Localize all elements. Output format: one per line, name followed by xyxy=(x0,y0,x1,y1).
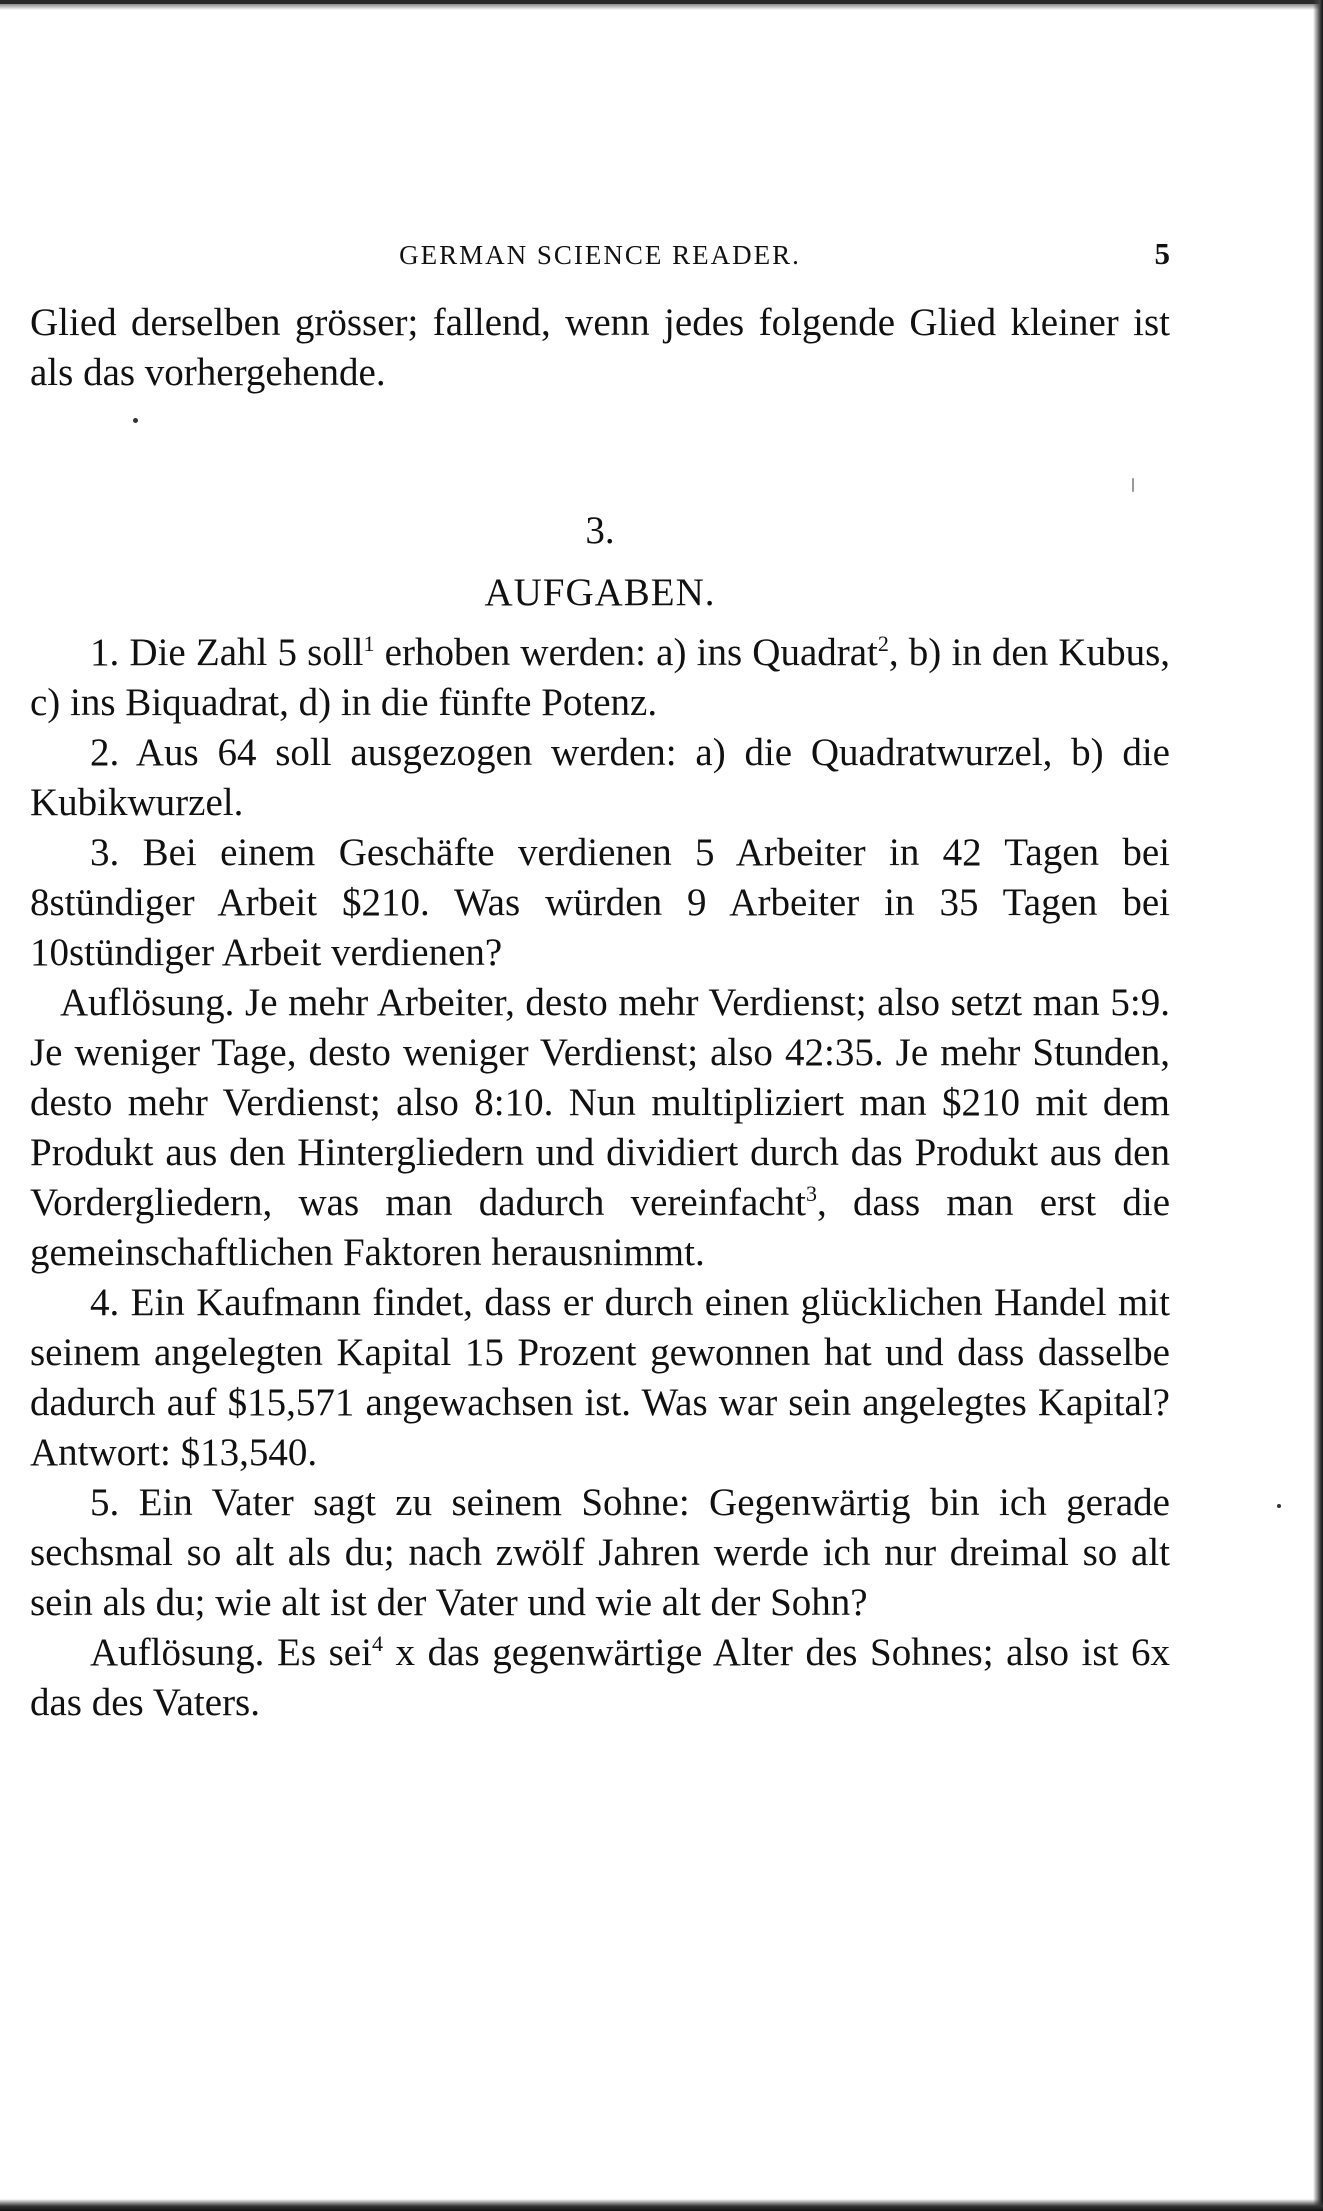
solution-5-text-a: Auflösung. Es sei xyxy=(90,1631,372,1674)
problem-1 xyxy=(30,628,1170,728)
footnote-ref-4: 4 xyxy=(371,1631,383,1656)
section-title: AUFGABEN. xyxy=(484,571,716,614)
print-speck xyxy=(1132,478,1134,492)
footnote-ref-3: 3 xyxy=(806,1181,818,1206)
body-text xyxy=(30,298,1170,1728)
running-title: GERMAN SCIENCE READER. xyxy=(399,240,801,270)
problem-1-text-a: 1. Die Zahl 5 soll xyxy=(90,631,364,674)
solution-3-text-b: , dass man erst die gemeinschaftlichen Faktoren herausnimmt. xyxy=(30,1181,1170,1274)
continuation-paragraph: Glied derselben grösser; fallend, wenn jedes folgende Glied kleiner ist als das vorhergehende. xyxy=(30,301,1170,394)
page-number: 5 xyxy=(1154,236,1170,271)
problem-1-text-c: , b) in den Kubus, c) ins Biquadrat, d) in die fünfte Potenz. xyxy=(30,631,1170,724)
print-speck xyxy=(133,418,138,423)
footnote-ref-2: 2 xyxy=(877,631,889,656)
page-right-edge xyxy=(1313,0,1323,2211)
running-head xyxy=(30,236,1170,280)
print-speck xyxy=(1277,1504,1281,1508)
footnote-ref-1: 1 xyxy=(363,631,375,656)
page-top-shadow xyxy=(0,4,1323,10)
problem-5: 5. Ein Vater sagt zu seinem Sohne: Gegenwärtig bin ich gerade sechsmal so alt als du; nach zwölf Jahren werde ich nur dreimal so alt sein als du; wie alt ist der Vater und wie alt der Sohn? xyxy=(30,1481,1170,1624)
section-number: 3. xyxy=(585,509,615,552)
problem-1-text-b: erhoben werden: a) ins Quadrat xyxy=(374,631,878,674)
page-bottom-edge xyxy=(0,2199,1323,2211)
solution-3-text-a: Auflösung. Je mehr Arbeiter, desto mehr Verdienst; also setzt man 5:9. Je weniger Tage, desto weniger Verdienst; also 42:35. Je mehr Stunden, desto mehr Verdienst; also 8:10. Nun multipliziert man $210 mit dem Produkt aus den Hintergliedern und dividiert durch das Produkt aus den Vordergliedern, was man dadurch vereinfacht xyxy=(30,981,1170,1224)
solution-3 xyxy=(30,978,1170,1278)
solution-5-text-b: x das gegenwärtige Alter des Sohnes; also ist 6x das des Vaters. xyxy=(30,1631,1170,1724)
problem-2: 2. Aus 64 soll ausgezogen werden: a) die Quadratwurzel, b) die Kubikwurzel. xyxy=(30,731,1170,824)
problem-4: 4. Ein Kaufmann findet, dass er durch einen glücklichen Handel mit seinem angelegten Kapital 15 Prozent gewonnen hat und dass dasselbe dadurch auf $15,571 angewachsen ist. Was war sein angelegtes Kapital? Antwort: $13,540. xyxy=(30,1281,1170,1474)
solution-5 xyxy=(30,1628,1170,1728)
problem-3: 3. Bei einem Geschäfte verdienen 5 Arbeiter in 42 Tagen bei 8stündiger Arbeit $210. Was würden 9 Arbeiter in 35 Tagen bei 10stündiger Arbeit verdienen? xyxy=(30,831,1170,974)
